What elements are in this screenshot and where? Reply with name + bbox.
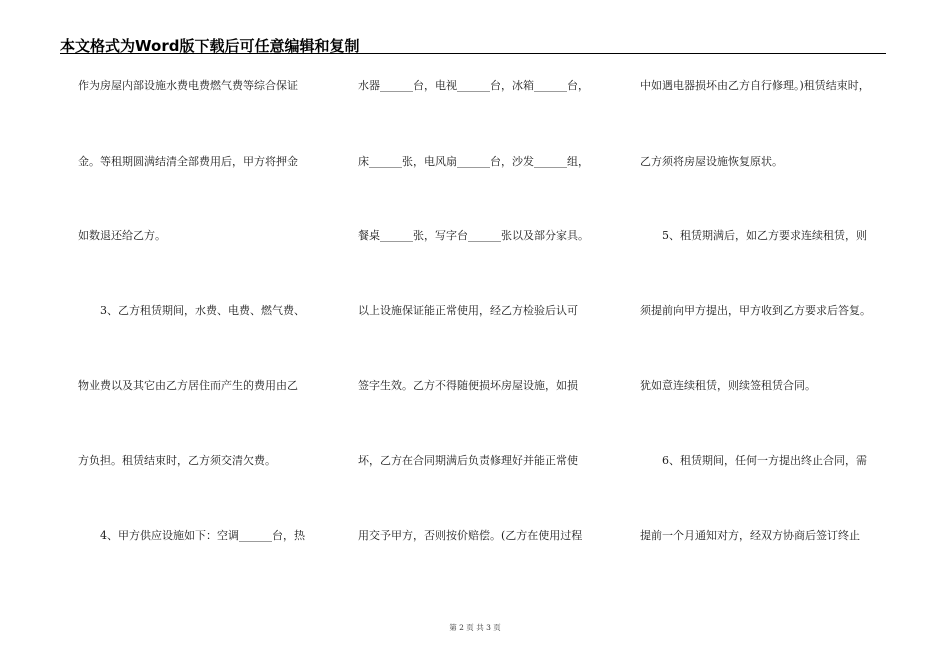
text-line: 作为房屋内部设施水费电费燃气费等综合保证 <box>78 79 298 92</box>
text-line: 5、租赁期满后，如乙方要求连续租赁，则 <box>662 229 867 242</box>
text-line: 中如遇电器损坏由乙方自行修理。)租赁结束时， <box>640 79 870 92</box>
text-line: 乙方须将房屋设施恢复原状。 <box>640 155 783 168</box>
text-line: 金。等租期圆满结清全部费用后，甲方将押金 <box>78 155 298 168</box>
text-line: 餐桌______张，写字台______张以及部分家具。 <box>358 229 589 242</box>
text-line: 4、甲方供应设施如下：空调______台，热 <box>100 529 305 542</box>
text-line: 坏，乙方在合同期满后负责修理好并能正常使 <box>358 454 578 467</box>
text-line: 水器______台，电视______台，冰箱______台， <box>358 79 589 92</box>
text-line: 用交予甲方，否则按价赔偿。(乙方在使用过程 <box>358 529 583 542</box>
text-line: 如数退还给乙方。 <box>78 229 166 242</box>
text-line: 以上设施保证能正常使用，经乙方检验后认可 <box>358 304 578 317</box>
text-line: 犹如意连续租赁，则续签租赁合同。 <box>640 379 816 392</box>
text-line: 床______张，电风扇______台，沙发______组， <box>358 155 589 168</box>
text-line: 物业费以及其它由乙方居住而产生的费用由乙 <box>78 379 298 392</box>
text-line: 签字生效。乙方不得随便损坏房屋设施，如损 <box>358 379 578 392</box>
text-line: 方负担。租赁结束时，乙方须交清欠费。 <box>78 454 276 467</box>
text-line: 须提前向甲方提出，甲方收到乙方要求后答复。 <box>640 304 871 317</box>
text-line: 3、乙方租赁期间，水费、电费、燃气费、 <box>100 304 305 317</box>
document-header-title: 本文格式为Word版下载后可任意编辑和复制 <box>60 37 360 55</box>
page-number-footer: 第 2 页 共 3 页 <box>449 623 501 632</box>
text-line: 6、租赁期间，任何一方提出终止合同，需 <box>662 454 867 467</box>
text-line: 提前一个月通知对方，经双方协商后签订终止 <box>640 529 860 542</box>
header-divider <box>60 53 886 54</box>
